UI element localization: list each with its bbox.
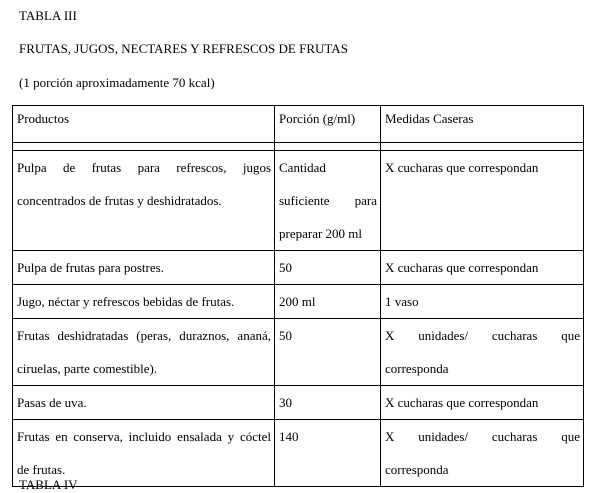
cell-portion: 50 — [275, 251, 381, 285]
table-row — [13, 285, 584, 319]
table-row — [13, 319, 584, 386]
fruit-portions-table — [12, 105, 584, 487]
cell-portion: 200 ml — [275, 285, 381, 319]
cell-measure: X unidades/ cucharas que corresponda — [381, 319, 584, 386]
table-row — [13, 386, 584, 420]
cell-measure: 1 vaso — [381, 285, 584, 319]
cell-measure: X cucharas que correspondan — [381, 151, 584, 251]
table-title: TABLA III — [19, 8, 77, 23]
cell-product: Frutas en conserva, incluido ensalada y cóctel de frutas. — [13, 420, 275, 487]
table-subtitle: FRUTAS, JUGOS, NECTARES Y REFRESCOS DE FRUTAS — [19, 41, 348, 56]
table-spacer-row — [13, 143, 584, 151]
column-header-products: Productos — [13, 106, 275, 143]
column-header-portion: Porción (g/ml) — [275, 106, 381, 143]
next-table-title: TABLA IV — [19, 477, 78, 492]
cell-portion: 140 — [275, 420, 381, 487]
column-header-household-measures: Medidas Caseras — [381, 106, 584, 143]
cell-measure: X unidades/ cucharas que corresponda — [381, 420, 584, 487]
cell-measure: X cucharas que correspondan — [381, 251, 584, 285]
cell-portion: 30 — [275, 386, 381, 420]
table-row — [13, 251, 584, 285]
cell-product: Jugo, néctar y refrescos bebidas de frutas. — [13, 285, 275, 319]
cell-product: Frutas deshidratadas (peras, duraznos, ananá, ciruelas, parte comestible). — [13, 319, 275, 386]
cell-portion: Cantidad suficiente para preparar 200 ml — [275, 151, 381, 251]
cell-product: Pulpa de frutas para postres. — [13, 251, 275, 285]
table-row — [13, 420, 584, 487]
cell-measure: X cucharas que correspondan — [381, 386, 584, 420]
cell-product: Pasas de uva. — [13, 386, 275, 420]
portion-note: (1 porción aproximadamente 70 kcal) — [19, 75, 215, 90]
table-header-row — [13, 106, 584, 143]
cell-product: Pulpa de frutas para refrescos, jugos concentrados de frutas y deshidratados. — [13, 151, 275, 251]
table-row — [13, 151, 584, 251]
cell-portion: 50 — [275, 319, 381, 386]
